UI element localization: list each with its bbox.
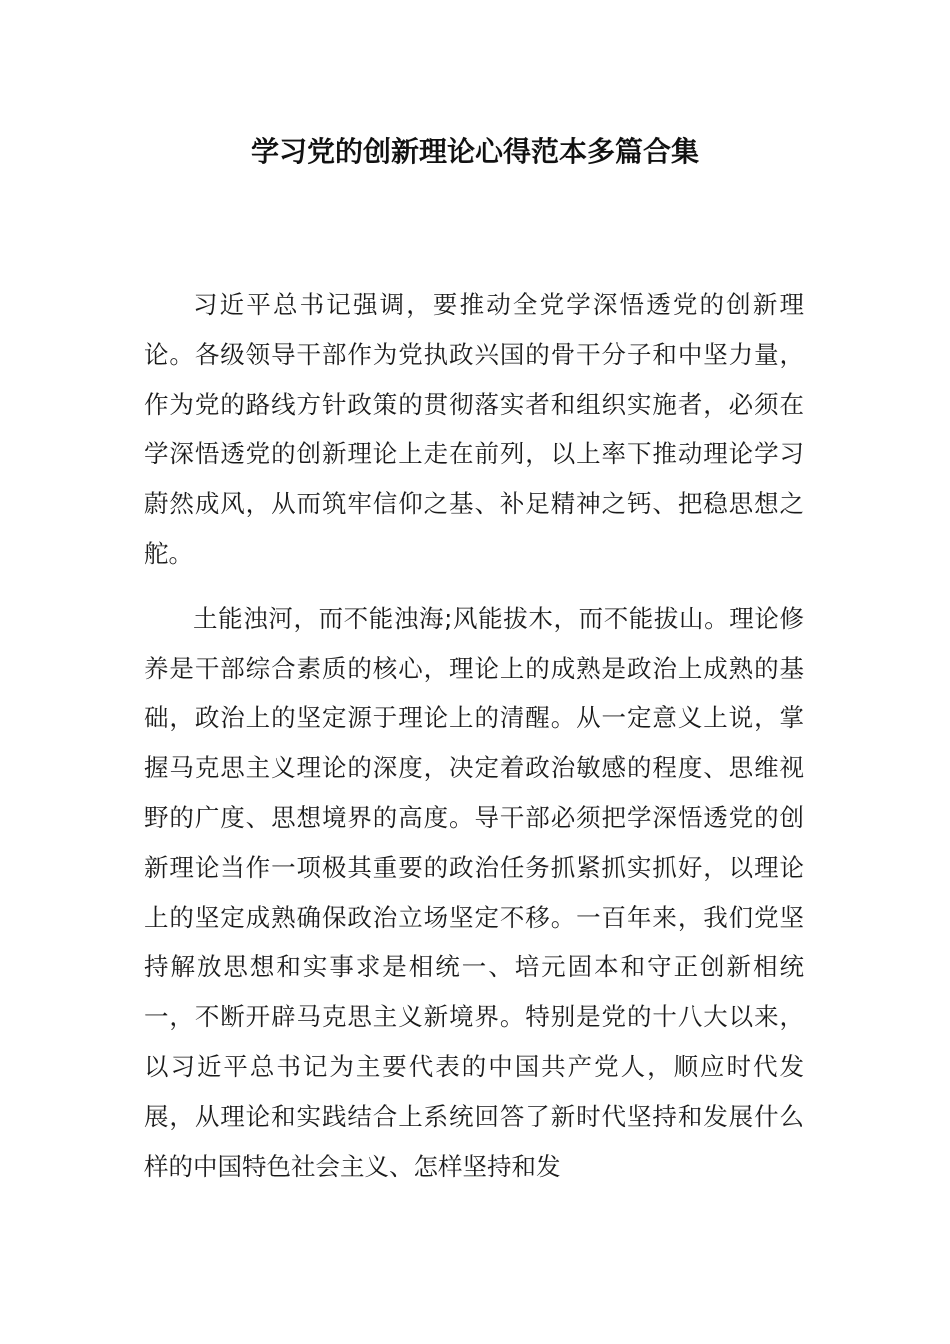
paragraph-1: 习近平总书记强调，要推动全党学深悟透党的创新理论。各级领导干部作为党执政兴国的骨干分子和中坚力量，作为党的路线方针政策的贯彻落实者和组织实施者，必须在学深悟透党的创新理论上走在前列，以上率下推动理论学习蔚然成风，从而筑牢信仰之基、补足精神之钙、把稳思想之舵。 [144, 290, 804, 568]
document-title: 学习党的创新理论心得范本多篇合集 [250, 135, 699, 168]
paragraph-2: 土能浊河，而不能浊海;风能拔木，而不能拔山。理论修养是干部综合素质的核心，理论上的成熟是政治上成熟的基础，政治上的坚定源于理论上的清醒。从一定意义上说，掌握马克思主义理论的深度，决定着政治敏感的程度、思维视野的广度、思想境界的高度。导干部必须把学深悟透党的创新理论当作一项极其重要的政治任务抓紧抓实抓好，以理论上的坚定成熟确保政治立场坚定不移。一百年来，我们党坚持解放思想和实事求是相统一、培元固本和守正创新相统一，不断开辟马克思主义新境界。特别是党的十八大以来，以习近平总书记为主要代表的中国共产党人，顺应时代发展，从理论和实践结合上系统回答了新时代坚持和发展什么样的中国特色社会主义、怎样坚持和发 [144, 603, 804, 1181]
document-body [144, 280, 804, 1206]
